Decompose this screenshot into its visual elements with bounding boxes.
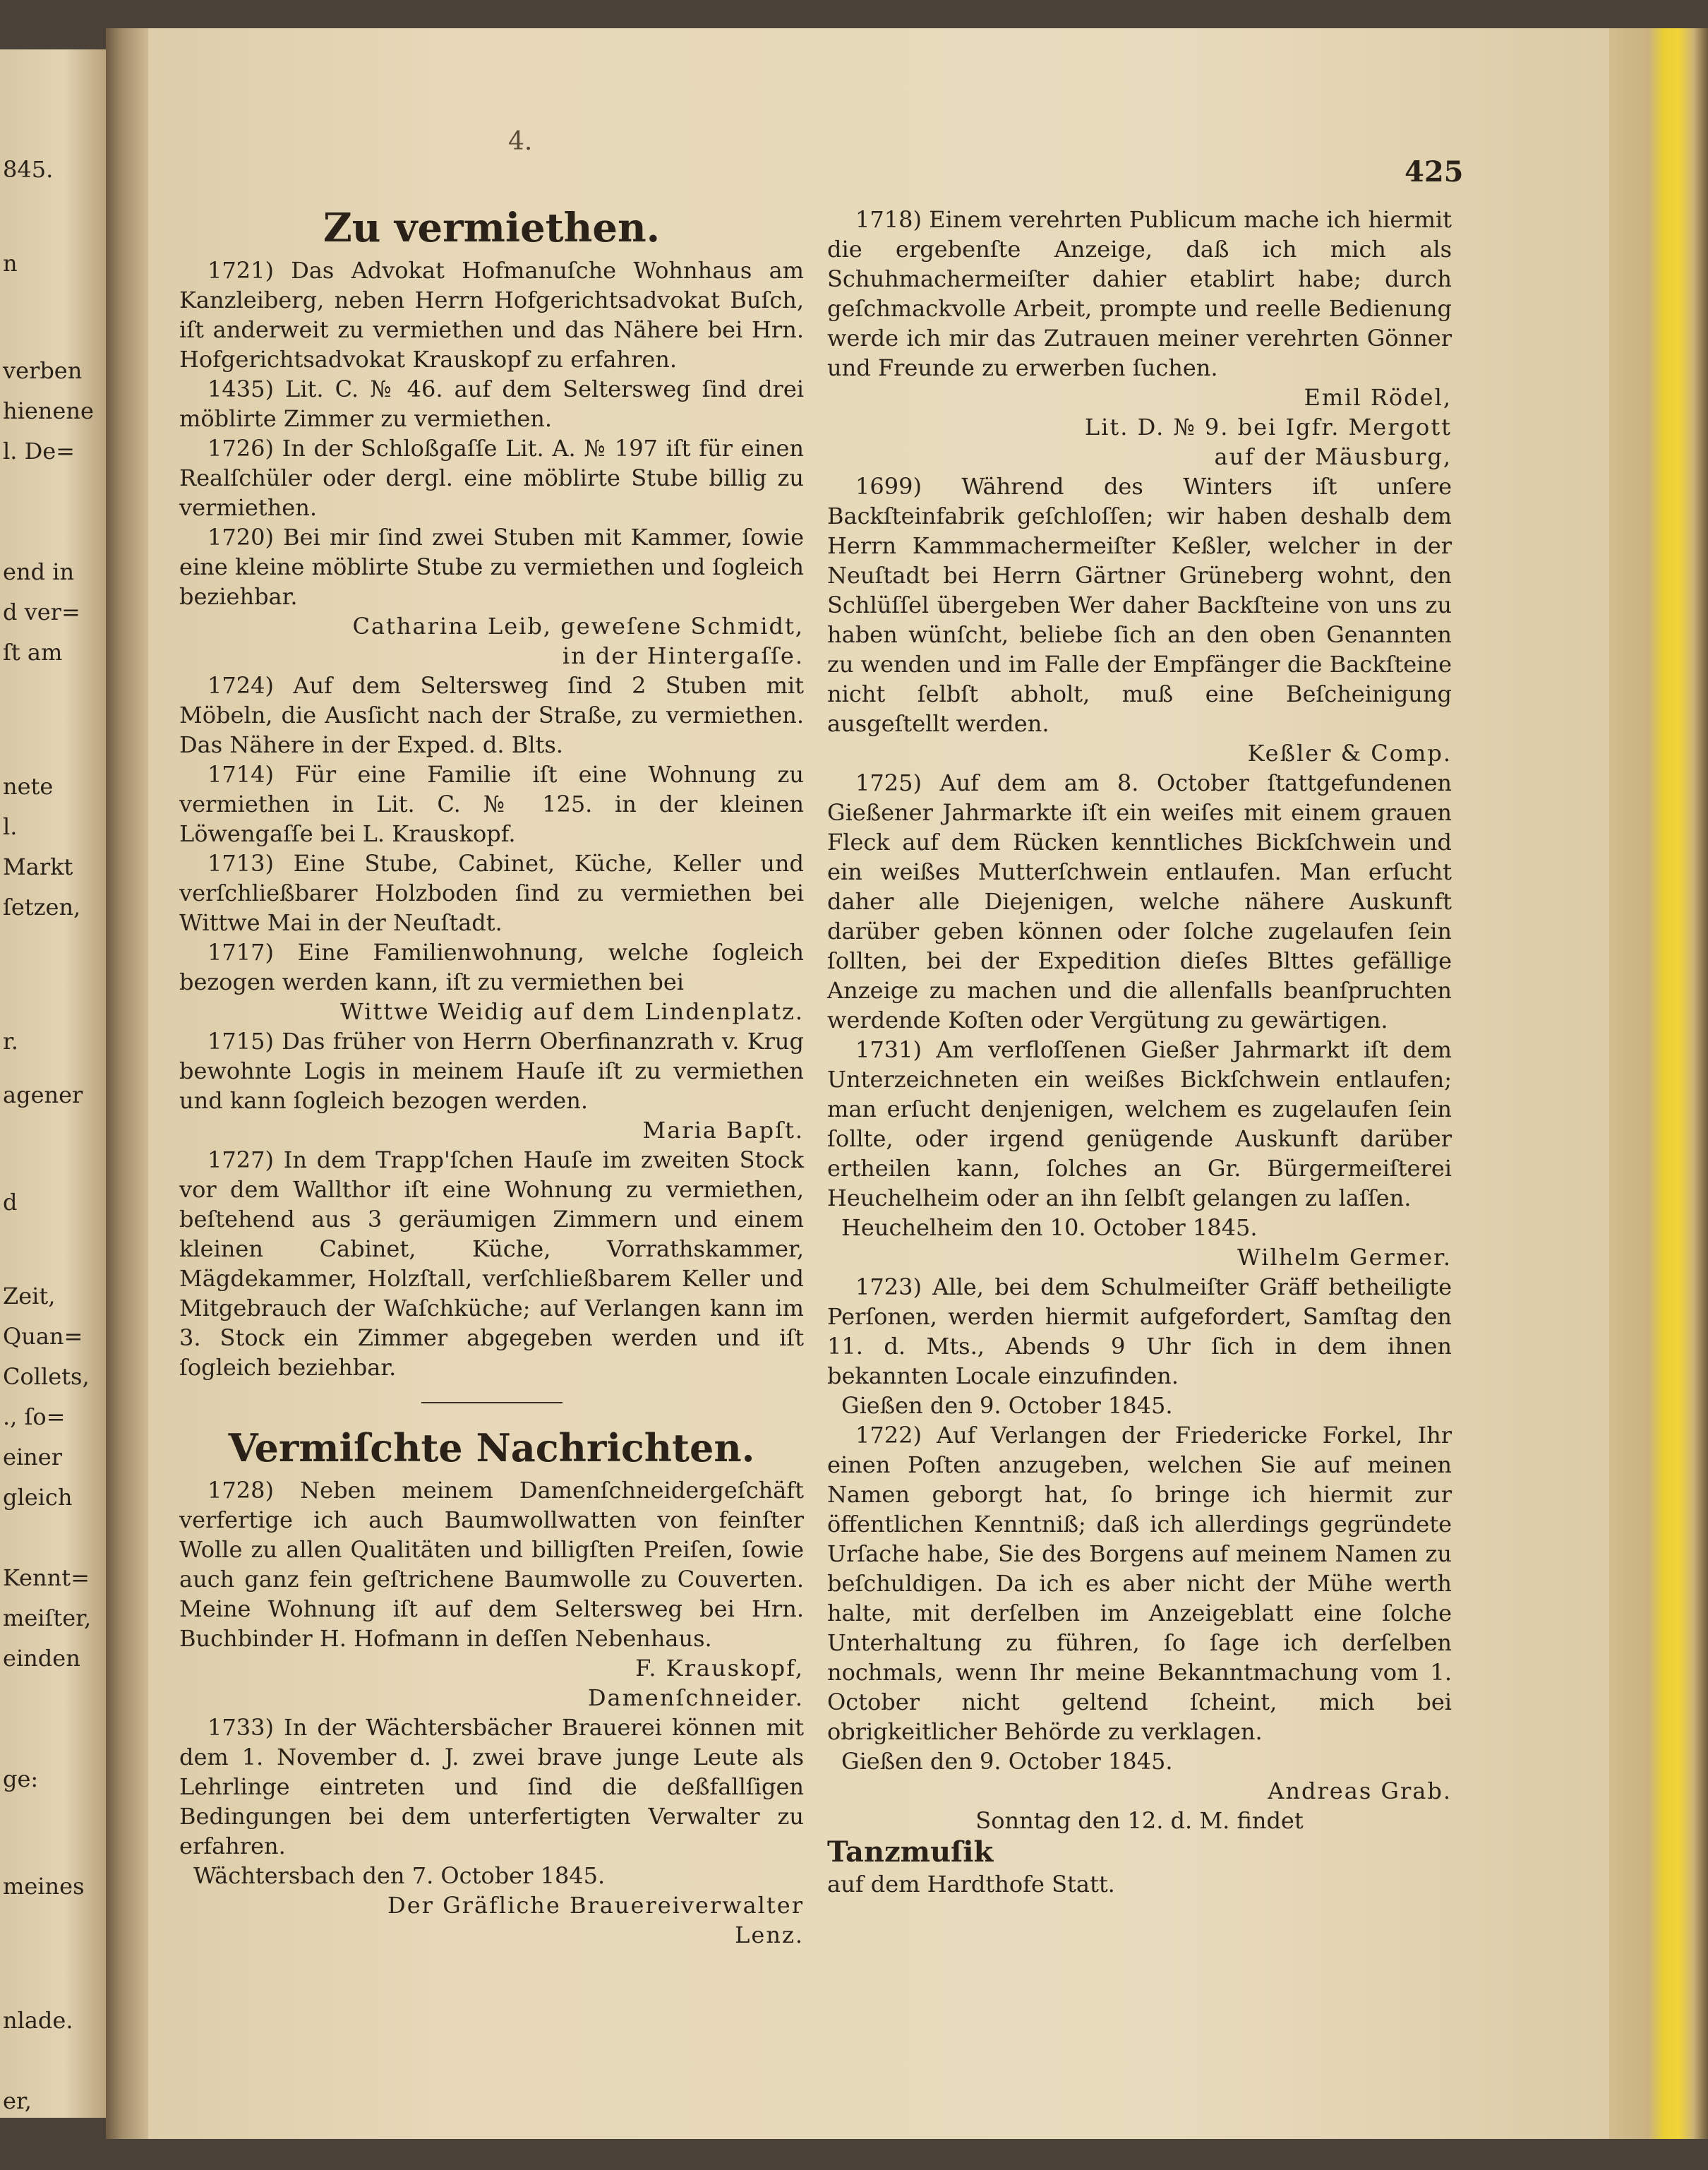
notice-line-2: auf dem Hardthofe Statt. — [827, 1871, 1115, 1898]
facing-page-fragment: ge: — [3, 1766, 39, 1792]
ad-text: 1699) Während des Winters iſt unſere Backſteinfabrik geſchloſſen; wir haben deshalb dem Herrn Kammmachermeiſter Keßler, welcher in der Neuſtadt bei Herrn Gärtner Grüneberg wohnt, den Schlüſſel übergeben Wer daher Backſteine von uns zu haben wünſcht, beliebe ſich an den oben Genannten zu wenden und im Falle der Empfänger die Backſteine nicht ſelbſt abholt, muß eine Beſcheinigung ausgeſtellt werden. — [827, 473, 1452, 737]
ad-text: 1727) In dem Trapp'ſchen Hauſe im zweiten Stock vor dem Wallthor iſt eine Wohnung zu vermiethen, beſtehend aus 3 geräumigen Zimmern und einem kleinen Cabinet, Küche, Vorrathskammer, Mägdekammer, Holzſtall, verſchließbarem Keller und Mitgebrauch der Waſchküche; auf Verlangen kann im 3. Stock ein Zimmer abgegeben werden und iſt ſogleich beziehbar. — [179, 1146, 804, 1381]
facing-page-fragment: einer — [3, 1444, 63, 1470]
ad-signature: Wittwe Weidig auf dem Lindenplatz. — [339, 998, 804, 1025]
ad-text: 1714) Für eine Familie iſt eine Wohnung zu vermiethen in Lit. C. № 125. in der kleinen Löwengaſſe bei L. Krauskopf. — [179, 761, 804, 847]
facing-page-fragment: Quan= — [3, 1323, 83, 1350]
ad-place-date: Heuchelheim den 10. October 1845. — [841, 1214, 1258, 1241]
ink-mark: 4. — [508, 127, 533, 156]
facing-page-fragment: Zeit, — [3, 1283, 56, 1309]
facing-page-fragment: Kennt= — [3, 1564, 90, 1591]
notice-title: Tanzmuſik — [827, 1835, 994, 1869]
facing-page-fragment: 845. — [3, 156, 54, 183]
page-edge — [1609, 28, 1708, 2139]
section-divider — [421, 1402, 563, 1403]
facing-page-fragment: l. De= — [3, 438, 75, 464]
book-gutter — [106, 28, 148, 2139]
ad-text: 1725) Auf dem am 8. October ſtattgefundenen Gießener Jahrmarkte iſt ein weiſes mit einem grauen Fleck auf dem Rücken kenntliches Bickſchwein und ein weißes Mutterſchwein entlaufen. Man erſucht daher alle Diejenigen, welche nähere Auskunft darüber geben können oder ſolche zugelaufen ſein ſollten, bei der Expedition dieſes Blttes gefällige Anzeige zu machen und die allenfalls beanſpruchten werdende Koſten oder Vergütung zu gewärtigen. — [827, 769, 1452, 1033]
ad-place-date: Gießen den 9. October 1845. — [841, 1748, 1173, 1775]
page-number: 425 — [1405, 155, 1464, 188]
facing-page-fragment: verben — [3, 357, 83, 384]
ad-text: 1435) Lit. C. № 46. auf dem Seltersweg ſind drei möblirte Zimmer zu vermiethen. — [179, 376, 804, 432]
ad-text: 1715) Das früher von Herrn Oberfinanzrath v. Krug bewohnte Logis in meinem Hauſe iſt zu vermiethen und kann ſogleich bezogen werden. — [179, 1028, 804, 1114]
facing-page-fragment: end in — [3, 558, 75, 585]
ad-text: 1717) Eine Familienwohnung, welche ſogleich bezogen werden kann, iſt zu vermiethen bei — [179, 939, 804, 995]
facing-page-fragment: Markt — [3, 853, 73, 880]
ad-text: 1722) Auf Verlangen der Friedericke Forkel, Ihr einen Poſten anzugeben, welchen Sie auf meinen Namen geborgt hat, ſo bringe ich hiermit zur öffentlichen Kenntniß; daß ich allerdings gegründete Urſache habe, Sie des Borgens auf meinem Namen zu beſchuldigen. Da ich es aber nicht der Mühe werth halte, mit derſelben im Anzeigeblatt eine ſolche Unterhaltung zu führen, ſo ſage ich derſelben nochmals, wenn Ihr meine Bekanntmachung vom 1. October nicht geltend ſcheint, mich bei obrigkeitlicher Behörde zu verklagen. — [827, 1422, 1452, 1745]
section-heading-2: Vermiſchte Nachrichten. — [228, 1425, 755, 1470]
facing-page-fragment: n — [3, 250, 18, 277]
right-column — [827, 205, 1452, 1899]
ad-text: 1724) Auf dem Seltersweg ſind 2 Stuben mit Möbeln, die Ausſicht nach der Straße, zu vermiethen. Das Nähere in der Exped. d. Blts. — [179, 672, 804, 758]
ad-text: 1723) Alle, bei dem Schulmeiſter Gräff betheiligte Perſonen, werden hiermit aufgefordert, Samſtag den 11. d. Mts., Abends 9 Uhr ſich in dem ihnen bekannten Locale einzufinden. — [827, 1273, 1452, 1389]
ads-list-right — [827, 205, 1452, 1806]
ads-list — [179, 256, 804, 1382]
ad-place-date: Wächtersbach den 7. October 1845. — [193, 1862, 606, 1889]
facing-page-fragment: nlade. — [3, 2007, 73, 2034]
ad-signature: Wilhelm Germer. — [1237, 1244, 1452, 1271]
facing-page — [0, 49, 106, 2118]
ad-signature: Keßler & Comp. — [1247, 740, 1452, 767]
ad-signature: Lit. D. № 9. bei Igfr. Mergott — [1084, 414, 1452, 440]
facing-page-fragment: einden — [3, 1645, 80, 1672]
ad-signature: Damenſchneider. — [587, 1684, 804, 1711]
facing-page-fragment: hienene — [3, 397, 94, 424]
facing-page-fragment: ſetzen, — [3, 894, 81, 921]
ad-text: 1731) Am verfloſſenen Gießer Jahrmarkt iſt dem Unterzeichneten ein weißes Bickſchwein entlaufen; man erſucht denjenigen, welchem es zugelaufen ſein ſollte, oder irgend genügende Auskunft darüber ertheilen kann, ſolches an Gr. Bürgermeiſterei Heuchelheim oder an ihn ſelbſt gelangen zu laſſen. — [827, 1036, 1452, 1211]
ad-text: 1720) Bei mir ſind zwei Stuben mit Kammer, ſowie eine kleine möblirte Stube zu vermiethen und ſogleich beziehbar. — [179, 524, 804, 610]
notice-line-1: Sonntag den 12. d. M. findet — [975, 1807, 1304, 1834]
ad-text: 1733) In der Wächtersbächer Brauerei können mit dem 1. November d. J. zwei brave junge Leute als Lehrlinge eintreten und ſind die deßfallſigen Bedingungen bei dem unterfertigten Verwalter zu erfahren. — [179, 1714, 804, 1859]
facing-page-fragment: Collets, — [3, 1363, 90, 1390]
left-column — [179, 205, 804, 1950]
facing-page-fragment: agener — [3, 1081, 83, 1108]
ad-signature: Emil Rödel, — [1304, 384, 1452, 411]
facing-page-fragment: nete — [3, 773, 54, 800]
ad-signature: Andreas Grab. — [1268, 1778, 1452, 1804]
section-heading: Zu vermiethen. — [323, 205, 661, 251]
ad-text: 1721) Das Advokat Hofmanuſche Wohnhaus am Kanzleiberg, neben Herrn Hofgerichtsadvokat Buſch, iſt anderweit zu vermiethen und das Nähere bei Hrn. Hofgerichtsadvokat Krauskopf zu erfahren. — [179, 257, 804, 373]
facing-page-fragment: l. — [3, 813, 18, 840]
ad-text: 1726) In der Schloßgaſſe Lit. A. № 197 iſt für einen Realſchüler oder dergl. eine möblirte Stube billig zu vermiethen. — [179, 435, 804, 521]
ad-signature: in der Hintergaſſe. — [562, 642, 804, 669]
facing-page-fragment: gleich — [3, 1484, 73, 1511]
ads-list-2 — [179, 1475, 804, 1950]
facing-page-fragment: d ver= — [3, 599, 80, 625]
ad-signature: F. Krauskopf, — [635, 1655, 804, 1682]
ad-text: 1713) Eine Stube, Cabinet, Küche, Keller und verſchließbarer Holzboden ſind zu vermiethen bei Wittwe Mai in der Neuſtadt. — [179, 850, 804, 936]
ad-text: 1728) Neben meinem Damenſchneidergeſchäft verfertige ich auch Baumwollwatten von feinſter Wolle zu allen Qualitäten und billigſten Preiſen, ſowie auch ganz fein geſtrichene Baumwolle zu Couverten. Meine Wohnung iſt auf dem Seltersweg bei Hrn. Buchbinder H. Hofmann in deſſen Nebenhaus. — [179, 1477, 804, 1652]
ad-signature: Der Gräfliche Brauereiverwalter — [387, 1892, 804, 1919]
facing-page-fragment: d — [3, 1189, 18, 1216]
ad-signature: auf der Mäusburg, — [1214, 443, 1452, 470]
facing-page-fragment: ſt am — [3, 639, 63, 666]
ad-text: 1718) Einem verehrten Publicum mache ich hiermit die ergebenſte Anzeige, daß ich mich als Schuhmachermeiſter dahier etablirt habe; durch geſchmackvolle Arbeit, prompte und reelle Bedienung werde ich mir das Zutrauen meiner verehrten Gönner und Freunde zu erwerben ſuchen. — [827, 206, 1452, 381]
ad-signature: Lenz. — [735, 1922, 804, 1948]
facing-page-fragment: meines — [3, 1873, 85, 1900]
facing-page-fragment: r. — [3, 1028, 18, 1055]
facing-page-fragment: ., ſo= — [3, 1403, 66, 1430]
ad-signature: Catharina Leib, geweſene Schmidt, — [352, 613, 804, 640]
facing-page-fragment: er, — [3, 2087, 32, 2114]
ad-place-date: Gießen den 9. October 1845. — [841, 1392, 1173, 1419]
ad-signature: Maria Bapſt. — [642, 1117, 804, 1144]
facing-page-fragment: meiſter, — [3, 1605, 92, 1631]
